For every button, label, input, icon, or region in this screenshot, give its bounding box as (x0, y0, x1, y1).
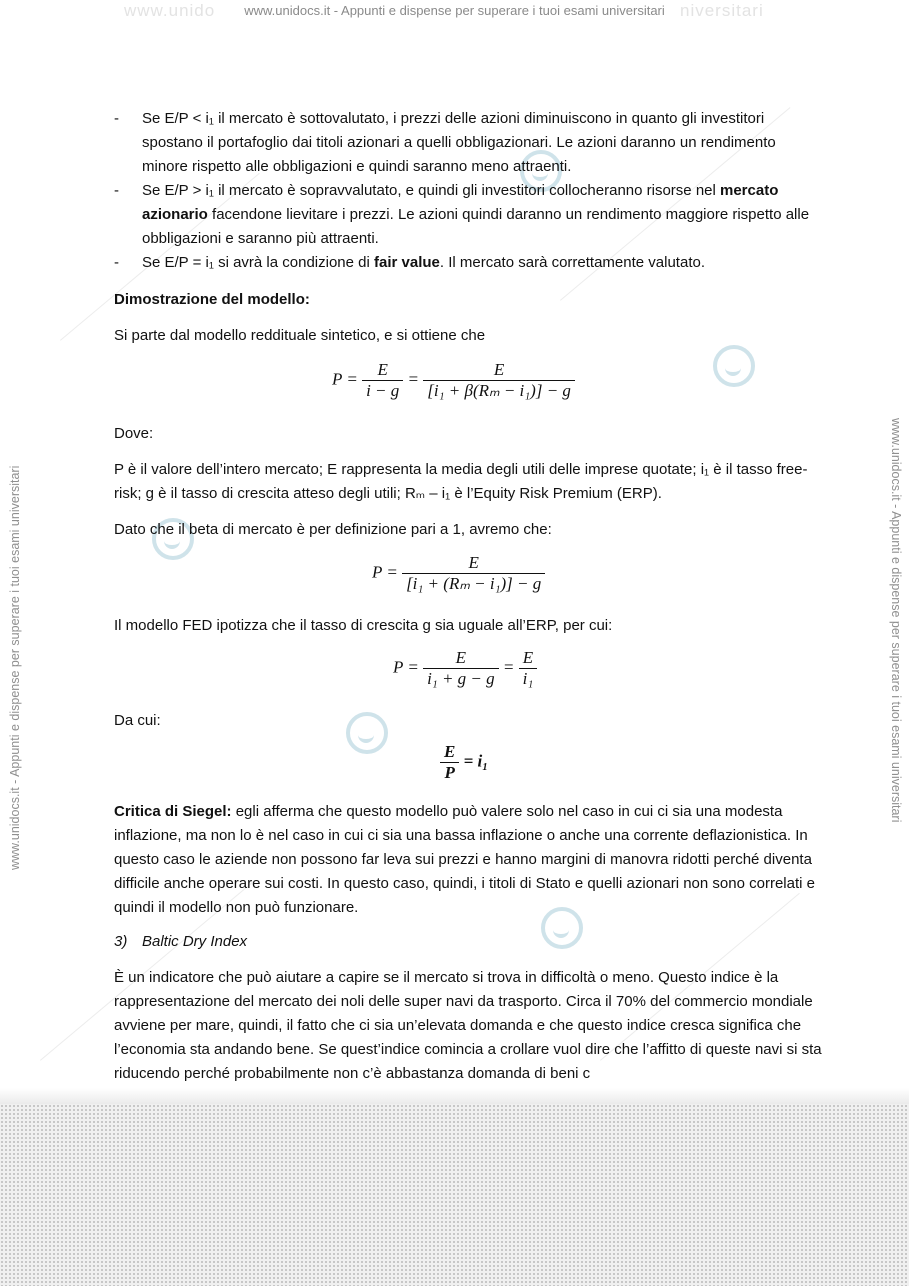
paragraph: È un indicatore che può aiutare a capire se il mercato si trova in difficoltà o meno. Questo indice è la rappresentazione del mercato dei noli delle super navi da trasporto. Circa il 70% del commercio mondiale avviene per mare, quindi, il fatto che ci sia un’elevata domanda e che questo indice cresca significa che l’economia sta andando bene. Se quest’indice comincia a crollare vuol dire che l’affitto di queste navi si sta riducendo perché probabilmente non c’è abbastanza domanda di beni c (114, 969, 822, 1082)
equation-lhs: P = (332, 369, 358, 389)
label-da-cui: Da cui: (114, 712, 161, 729)
section-heading: Dimostrazione del modello: (114, 291, 310, 308)
fraction: $\frac{E}{\text{[i₁ + β(Rₘ − i₁)] − g}}$ (423, 360, 575, 401)
document-page: www.unido niversitari www.unidocs.it - Appunti e dispense per superare i tuoi esami universitari www.unidocs.it - Appunti e dispense per superare i tuoi esami universitari www.unidocs.it - Appunti e dispense per superare i tuoi esami universitari - Se E/P < i₁ il mercato è sottovalutato, i prezzi delle azioni diminuiscono in quanto gli investitori spostano il portafoglio dai titoli azionari a quelli obbligazionari. Le azioni daranno un rendimento minore rispetto alle obbligazioni e quindi saranno meno attraenti. - Se E/P > i₁ il mercato è sopravvalutato, e quindi gli investitori collocheranno risorse nel mercato azionario facendone lievitare i prezzi. Le azioni quindi daranno un rendimento maggiore rispetto alle obbligazioni e saranno più attraenti. - Se E/P = i₁ si avrà la condizione di fair value. Il mercato sarà correttamente valutato. Dimostrazione del modello: Si parte dal modello reddituale sintetico, e si ottiene che P = $\frac{E}{i - g}$ = $\frac{E}{\text{[i₁ + β(Rₘ − i₁)] − g}}$ Dove: P è il valore dell’intero mercato; E rappresenta la media degli utili delle imprese quotate; i₁ è il tasso free-risk; g è il tasso di crescita atteso degli utili; Rₘ – i₁ è l’Equity Risk Premium (ERP). Dato che il beta di mercato è per definizione pari a 1, avremo che: P = $\frac{E}{\text{[i₁ + (Rₘ − i₁)] − g}}$ Il modello FED ipotizza che il tasso di crescita g sia uguale all’ERP, per cui: P = $\frac{E}{\text{i₁ + g − g}}$ = $\frac{E}{\text{i₁}}$ Da cui: $\frac{E}{P}$ = i₁ Critica di Siegel: egli afferma che questo modello può valere solo nel caso in cui ci sia una modesta inflazione, ma non lo è nel caso in cui ci sia una bassa inflazione o anche una corrente deflazionistica. In questo caso le aziende non possono far leva sui prezzi e hanno margini di manovra ridotti perché diventa difficile anche operare sui costi. In questo caso, quindi, i titoli di Stato e quelli azionari non sono correlati e quindi il modello non può funzionare. 3) Baltic Dry Index È un indicatore che può aiutare a capire se il mercato si trova in difficoltà o meno. Questo indice è la rappresentazione del mercato dei noli delle super navi da trasporto. Circa il 70% del commercio mondiale avviene per mare, quindi, il fatto che ci sia un’elevata domanda e che questo indice cresca significa che l’economia sta andando bene. Se quest’indice comincia a crollare vuol dire che l’affitto di queste navi si sta riducendo perché probabilmente non c’è abbastanza domanda di beni c (0, 0, 909, 1286)
right-side-watermark: www.unidocs.it - Appunti e dispense per superare i tuoi esami universitari (889, 418, 903, 823)
header-watermark: www.unidocs.it - Appunti e dispense per superare i tuoi esami universitari (244, 3, 665, 18)
document-body-3 (114, 614, 824, 638)
equation-4: $\frac{E}{P}$ = i₁ (440, 742, 488, 783)
bullet-text: facendone lievitare i prezzi. Le azioni quindi daranno un rendimento maggiore rispetto alle obbligazioni e saranno più attraenti. (142, 206, 810, 247)
bullet-bold-term: fair value (374, 254, 440, 271)
bullet-dash: - (114, 110, 119, 127)
paragraph-critica: Critica di Siegel: egli afferma che questo modello può valere solo nel caso in cui ci sia una modesta inflazione, ma non lo è nel caso in cui ci sia una bassa inflazione o anche una corrente deflazionistica. In questo caso le aziende non possono far leva sui prezzi e hanno margini di manovra ridotti perché diventa difficile anche operare sui costi. In questo caso, quindi, i titoli di Stato e quelli azionari non sono correlati e quindi il modello non può funzionare. (114, 803, 815, 916)
bullet-dash: - (114, 182, 119, 199)
bullet-item (114, 107, 824, 179)
bullet-text: . Il mercato sarà correttamente valutato. (439, 254, 705, 271)
bullet-dash: - (114, 254, 119, 271)
paragraph: Dato che il beta di mercato è per definizione pari a 1, avremo che: (114, 521, 552, 538)
document-body-5 (114, 800, 824, 1086)
blurred-overlay (0, 1104, 909, 1286)
paragraph: Il modello FED ipotizza che il tasso di crescita g sia uguale all’ERP, per cui: (114, 617, 613, 634)
paragraph: Si parte dal modello reddituale sintetico, e si ottiene che (114, 327, 486, 344)
left-side-watermark: www.unidocs.it - Appunti e dispense per superare i tuoi esami universitari (8, 465, 22, 870)
bullet-item (114, 179, 824, 251)
section-heading-baltic: 3) Baltic Dry Index (114, 933, 248, 950)
label-dove: Dove: (114, 425, 154, 442)
unidocs-logo-watermark (713, 345, 755, 387)
document-body (114, 107, 824, 348)
fraction: $\frac{E}{\text{[i₁ + (Rₘ − i₁)] − g}}$ (402, 553, 545, 594)
fraction: $\frac{E}{\text{i₁}}$ (519, 648, 538, 689)
fraction: $\frac{E}{i - g}$ (362, 360, 403, 401)
fraction: $\frac{E}{P}$ (440, 742, 459, 783)
bullet-bold-term: mercato azionario (142, 182, 779, 223)
paragraph: P è il valore dell’intero mercato; E rappresenta la media degli utili delle imprese quotate; i₁ è il tasso free-risk; g è il tasso di crescita atteso degli utili; Rₘ – i₁ è l’Equity Risk Premium (ERP). (114, 461, 808, 502)
bullet-text: Se E/P < i₁ il mercato è sottovalutato, i prezzi delle azioni diminuiscono in quanto gli investitori spostano il portafoglio dai titoli azionari a quelli obbligazionari. Le azioni daranno un rendimento minore rispetto alle obbligazioni e quindi saranno meno attraenti. (142, 110, 776, 175)
critica-label: Critica di Siegel: (114, 803, 232, 820)
equation-1: P = $\frac{E}{i - g}$ = $\frac{E}{\text{[i₁ + β(Rₘ − i₁)] − g}}$ (332, 360, 575, 401)
bullet-item (114, 251, 824, 275)
bullet-text: Se E/P = i₁ si avrà la condizione di (142, 254, 374, 271)
fraction: $\frac{E}{\text{i₁ + g − g}}$ (423, 648, 499, 689)
bullet-text: Se E/P > i₁ il mercato è sopravvalutato, e quindi gli investitori collocheranno risorse nel (142, 182, 720, 199)
document-body-4 (114, 709, 824, 733)
document-body-2 (114, 422, 824, 542)
equation-3: P = $\frac{E}{\text{i₁ + g − g}}$ = $\frac{E}{\text{i₁}}$ (393, 648, 537, 689)
equation-2: P = $\frac{E}{\text{[i₁ + (Rₘ − i₁)] − g}}$ (372, 553, 545, 594)
